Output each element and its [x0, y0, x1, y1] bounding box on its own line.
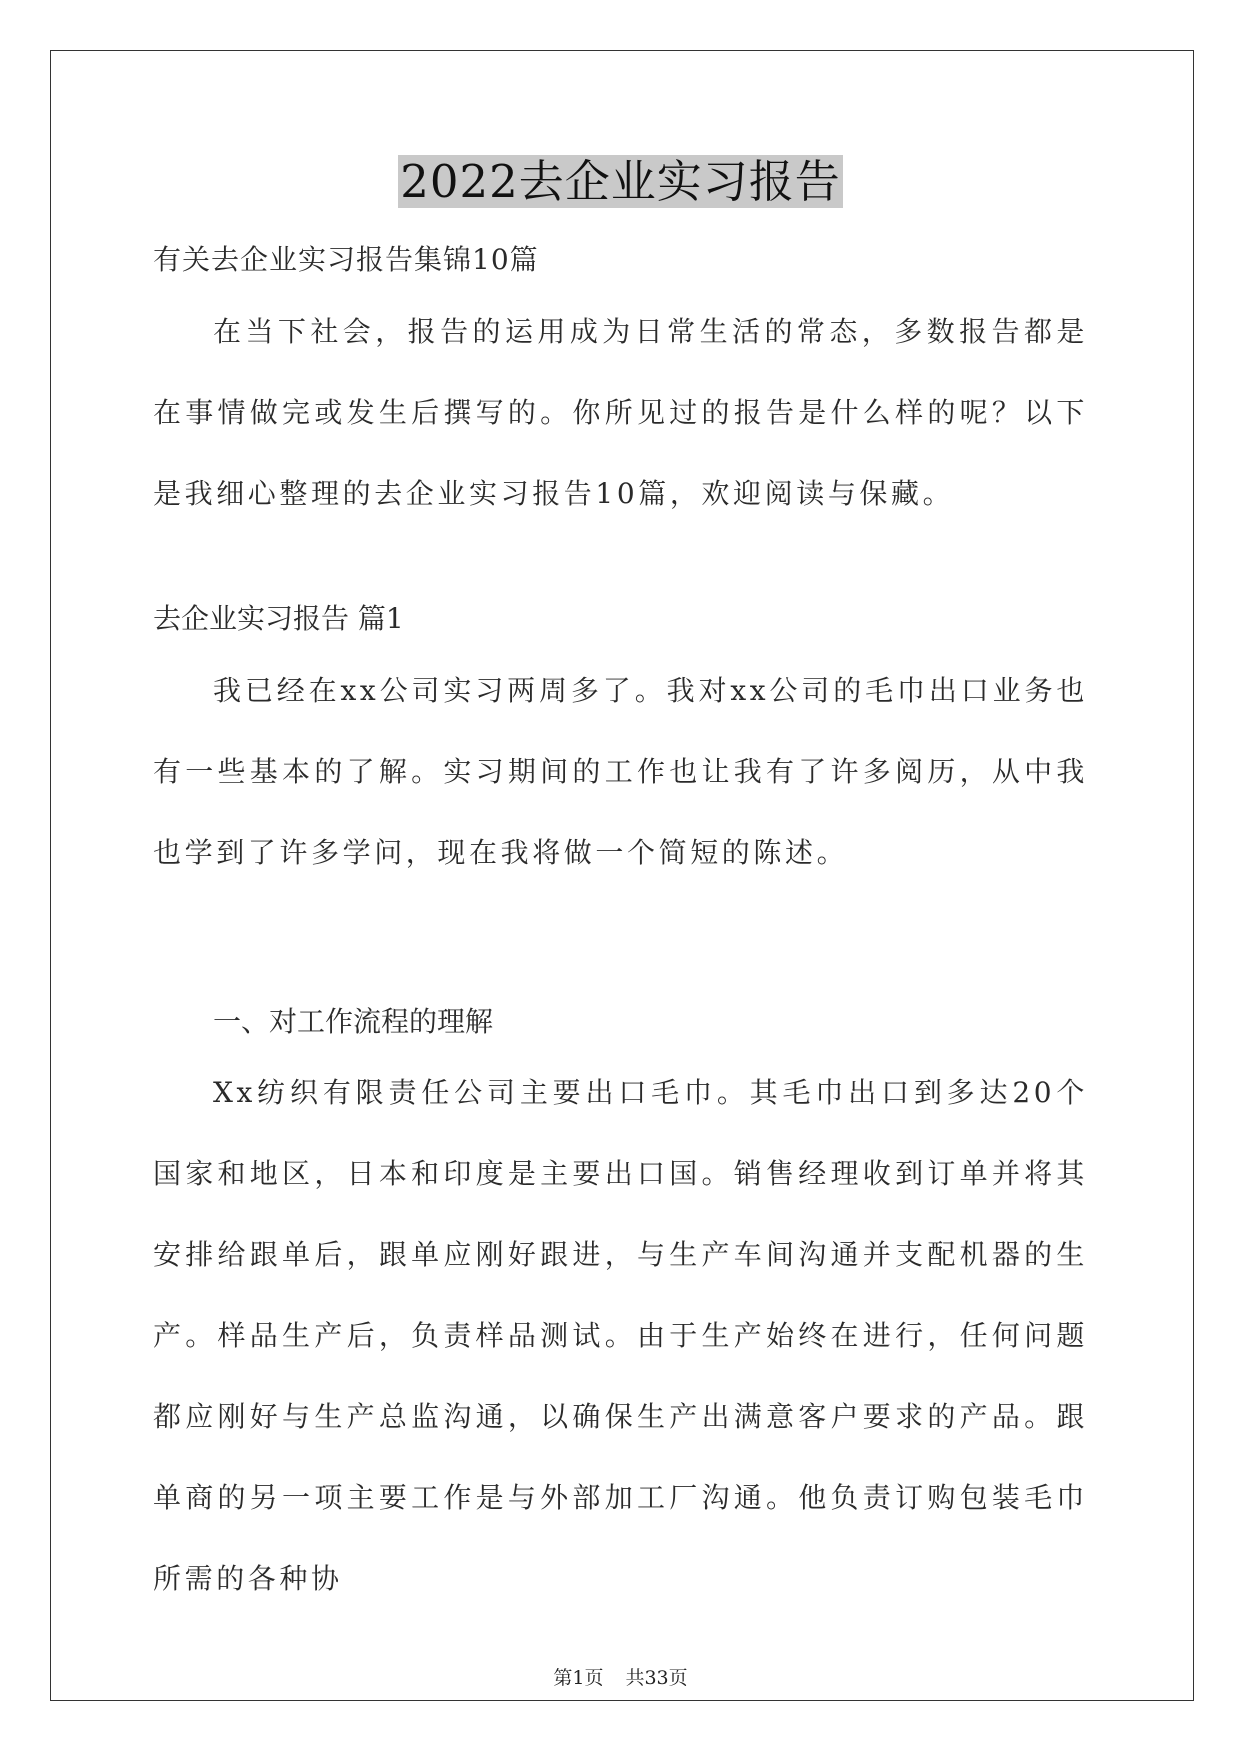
section-heading: 去企业实习报告 篇1 — [153, 602, 404, 635]
document-title-text: 2022去企业实习报告 — [400, 155, 841, 208]
page-footer — [0, 1665, 1241, 1691]
subheading: 一、对工作流程的理解 — [213, 1005, 494, 1038]
body-paragraph: Xx纺织有限责任公司主要出口毛巾。其毛巾出口到多达20个国家和地区，日本和印度是主要出口国。销售经理收到订单并将其安排给跟单后，跟单应刚好跟进，与生产车间沟通并支配机器的生产。样品生产后，负责样品测试。由于生产始终在进行，任何问题都应刚好与生产总监沟通，以确保生产出满意客户要求的产品。跟单商的另一项主要工作是与外部加工厂沟通。他负责订购包装毛巾所需的各种协 — [153, 1076, 1088, 1595]
intro-paragraph: 在当下社会，报告的运用成为日常生活的常态，多数报告都是在事情做完或发生后撰写的。你所见过的报告是什么样的呢？以下是我细心整理的去企业实习报告10篇，欢迎阅读与保藏。 — [153, 315, 1088, 510]
document-subtitle: 有关去企业实习报告集锦10篇 — [153, 243, 539, 276]
document-title — [0, 152, 1241, 212]
page-number: 第1页 — [553, 1667, 604, 1689]
body-paragraph: 我已经在xx公司实习两周多了。我对xx公司的毛巾出口业务也有一些基本的了解。实习期间的工作也让我有了许多阅历，从中我也学到了许多学问，现在我将做一个简短的陈述。 — [153, 674, 1088, 869]
page-total: 共33页 — [625, 1667, 688, 1689]
